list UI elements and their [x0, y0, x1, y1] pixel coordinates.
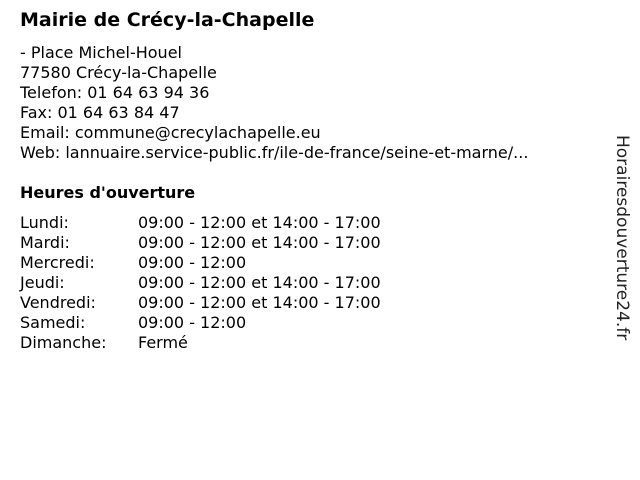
hours-time-value: 09:00 - 12:00 — [138, 313, 247, 332]
address-block — [20, 43, 528, 163]
hours-day-label: Dimanche: — [20, 333, 107, 352]
hours-day-label: Mercredi: — [20, 253, 95, 272]
hours-day-label: Mardi: — [20, 233, 70, 252]
hours-day-label: Lundi: — [20, 213, 69, 232]
page-title: Mairie de Crécy-la-Chapelle — [20, 9, 315, 31]
address-street: - Place Michel-Houel — [20, 43, 182, 62]
website-link: Web: lannuaire.service-public.fr/ile-de-france/seine-et-marne/... — [20, 143, 529, 162]
watermark — [610, 135, 634, 375]
phone-number: Telefon: 01 64 63 94 36 — [20, 83, 210, 102]
watermark-text: Horairesdouverture24.fr — [612, 135, 632, 341]
hours-day-label: Samedi: — [20, 313, 86, 332]
hours-time-value: Fermé — [138, 333, 188, 352]
address-city: 77580 Crécy-la-Chapelle — [20, 63, 217, 82]
hours-time-value: 09:00 - 12:00 et 14:00 - 17:00 — [138, 293, 381, 312]
fax-number: Fax: 01 64 63 84 47 — [20, 103, 180, 122]
hours-day-label: Jeudi: — [20, 273, 65, 292]
hours-time-value: 09:00 - 12:00 — [138, 253, 247, 272]
hours-time-value: 09:00 - 12:00 et 14:00 - 17:00 — [138, 213, 381, 232]
email-address: Email: commune@crecylachapelle.eu — [20, 123, 321, 142]
opening-hours-heading: Heures d'ouverture — [20, 183, 196, 202]
hours-time-value: 09:00 - 12:00 et 14:00 - 17:00 — [138, 233, 381, 252]
hours-day-label: Vendredi: — [20, 293, 96, 312]
hours-time-value: 09:00 - 12:00 et 14:00 - 17:00 — [138, 273, 381, 292]
